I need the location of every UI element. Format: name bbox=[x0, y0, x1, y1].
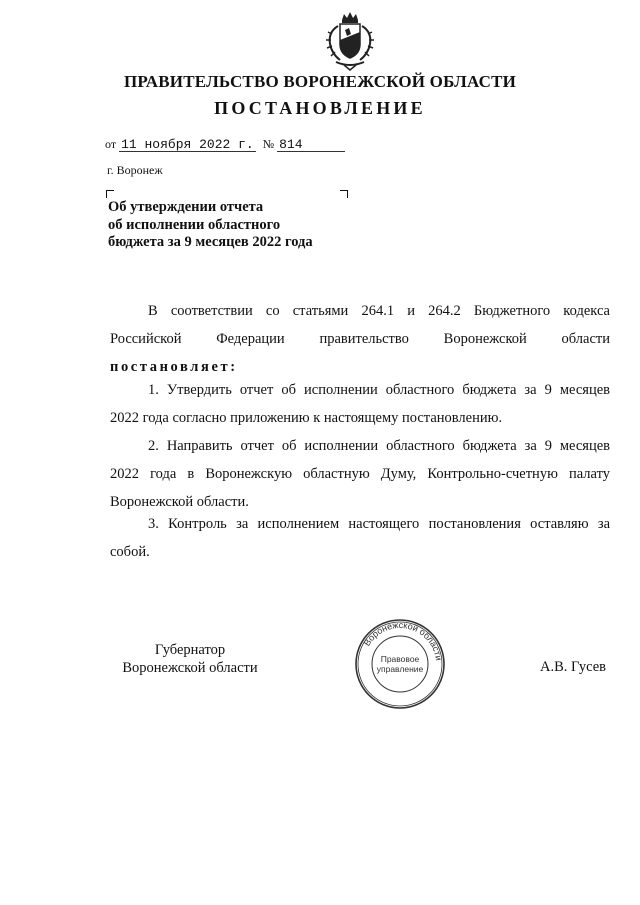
document-date: 11 ноября 2022 г. bbox=[121, 137, 254, 152]
stamp-inner-line-2: управление bbox=[376, 664, 424, 674]
number-prefix: № bbox=[262, 137, 275, 151]
item-line: 3. Контроль за исполнением настоящего постановления оставляю за bbox=[148, 516, 610, 532]
item-line: 1. Утвердить отчет об исполнении областного бюджета за 9 месяцев bbox=[148, 382, 610, 398]
decree-item-1 bbox=[110, 376, 610, 432]
item-line: Воронежской области. bbox=[110, 494, 249, 510]
organization-title: ПРАВИТЕЛЬСТВО ВОРОНЕЖСКОЙ ОБЛАСТИ bbox=[123, 72, 517, 91]
intro-line-1: В соответствии со статьями 264.1 и 264.2 Бюджетного кодекса bbox=[148, 303, 610, 319]
coat-of-arms-emblem bbox=[318, 10, 382, 74]
date-prefix: от bbox=[105, 137, 117, 151]
decree-item-3 bbox=[110, 510, 610, 566]
city: г. Воронеж bbox=[107, 163, 163, 177]
stamp-inner-line-1: Правовое bbox=[380, 654, 420, 664]
document-number: 814 bbox=[277, 138, 345, 152]
item-line: 2. Направить отчет об исполнении областного бюджета за 9 месяцев bbox=[148, 438, 610, 454]
item-line: 2022 года в Воронежскую областную Думу, Контрольно-счетную палату bbox=[110, 466, 610, 482]
signatory-title bbox=[110, 641, 270, 677]
date-number-line bbox=[105, 137, 345, 152]
document-subject bbox=[108, 199, 368, 252]
subject-line: об исполнении областного bbox=[108, 216, 281, 233]
signatory-title-line: Воронежской области bbox=[122, 660, 258, 676]
subject-line: Об утверждении отчета bbox=[108, 199, 264, 215]
subject-line: бюджета за 9 месяцев 2022 года bbox=[108, 234, 313, 250]
subject-corner-right bbox=[340, 190, 348, 198]
signatory-name: А.В. Гусев bbox=[540, 659, 606, 675]
round-stamp bbox=[354, 618, 446, 710]
item-line: собой. bbox=[110, 544, 150, 560]
signatory-title-line: Губернатор bbox=[154, 642, 226, 658]
decree-item-2 bbox=[110, 432, 610, 516]
document-type-title: ПОСТАНОВЛЕНИЕ bbox=[214, 98, 426, 118]
subject-corner-left bbox=[106, 190, 114, 198]
item-line: 2022 года согласно приложению к настоящему постановлению. bbox=[110, 410, 503, 426]
decree-word: постановляет: bbox=[110, 359, 238, 375]
intro-line-2: Российской Федерации правительство Воронежской области bbox=[110, 331, 610, 347]
stamp-outer-text: Воронежской области bbox=[361, 619, 444, 662]
